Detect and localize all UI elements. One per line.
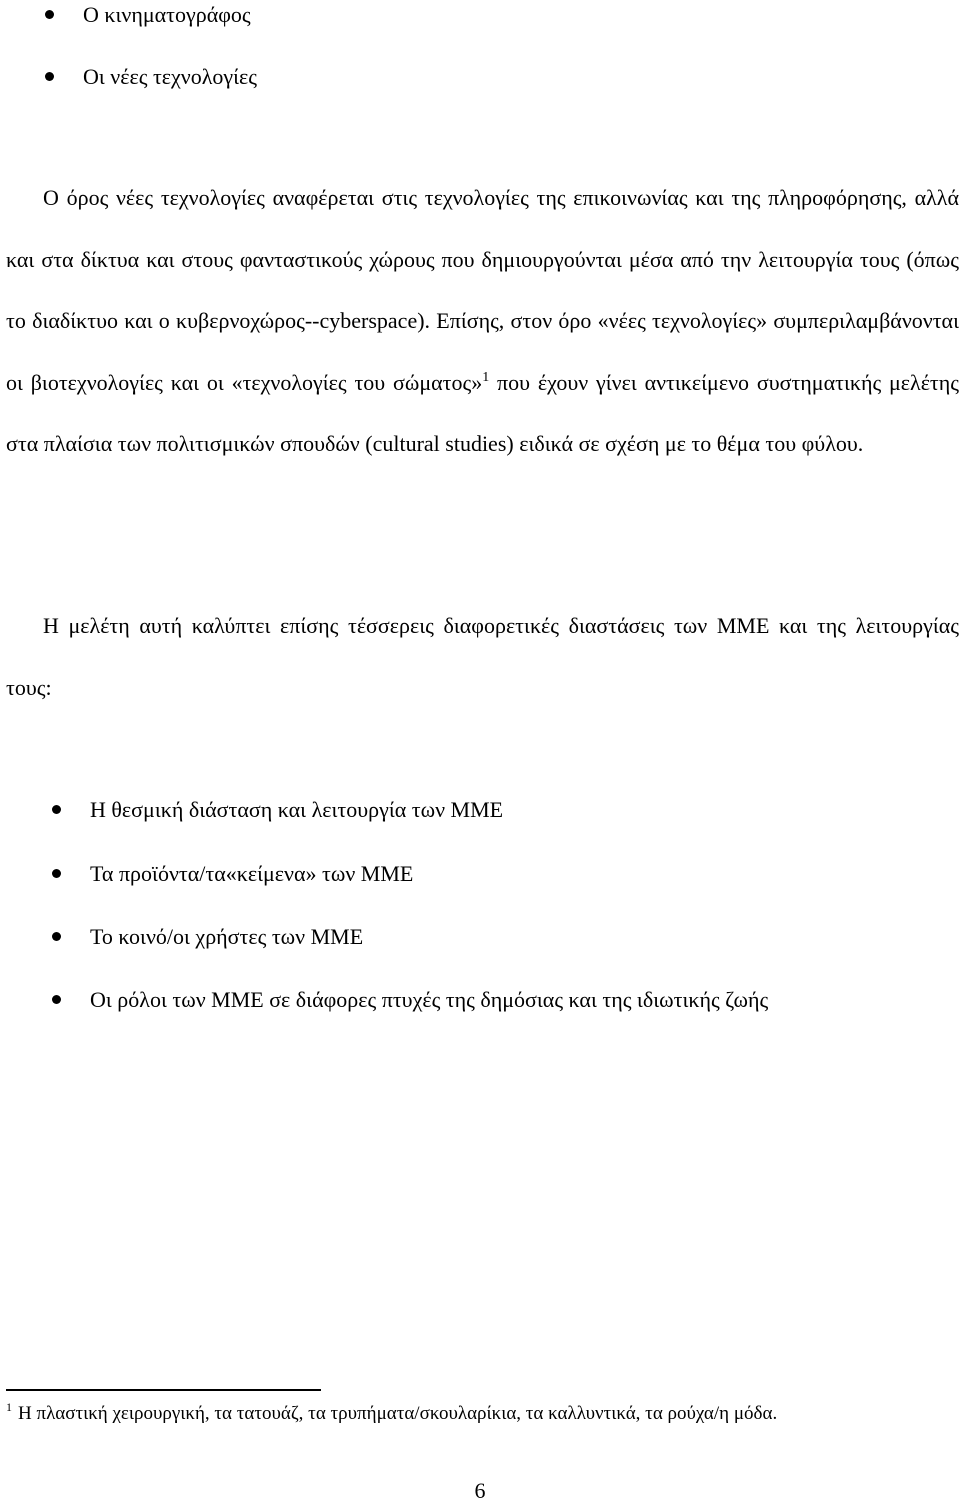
body-paragraph-dimensions bbox=[6, 595, 959, 718]
bullet-dot-icon bbox=[45, 72, 54, 81]
footnote-reference: 1 bbox=[482, 369, 490, 385]
paragraph-text: Ο όρος νέες τεχνολογίες αναφέρεται στις τεχνολογίες της επικοινωνίας και της πληροφόρησης, αλλά και στα δίκτυα και στους φανταστικούς χώρους που δημιουργούνται μέσα από την λειτουργία τους (όπως το διαδίκτυο και ο κυβερνοχώρος--cyberspace). Επίσης, στον όρο «νέες τεχνολογίες» συμπεριλαμβάνονται οι βιοτεχνολογίες και οι «τεχνολογίες του σώματος» bbox=[6, 185, 959, 395]
list-item: Τα προϊόντα/τα«κείμενα» των ΜΜΕ bbox=[90, 861, 414, 886]
list-item: Οι νέες τεχνολογίες bbox=[83, 64, 257, 89]
footnote-number: 1 bbox=[6, 1400, 12, 1414]
list-item: Η θεσμική διάσταση και λειτουργία των ΜΜΕ bbox=[90, 797, 504, 822]
footnote bbox=[6, 1401, 777, 1427]
body-paragraph-new-technologies bbox=[6, 167, 959, 475]
bullet-dot-icon bbox=[52, 995, 61, 1004]
list-item: Οι ρόλοι των ΜΜΕ σε διάφορες πτυχές της δημόσιας και της ιδιωτικής ζωής bbox=[90, 987, 769, 1012]
bullet-dot-icon bbox=[52, 869, 61, 878]
page-number: 6 bbox=[474, 1478, 486, 1503]
paragraph-text: που έχουν γίνει αντικείμενο συστηματικής μελέτης στα πλαίσια των πολιτισμικών σπουδών (cultural studies) ειδικά σε σχέση με το θέμα του φύλου. bbox=[6, 369, 959, 456]
bullet-dot-icon bbox=[52, 805, 61, 814]
list-item: Ο κινηματογράφος bbox=[83, 2, 251, 27]
footnote-text: Η πλαστική χειρουργική, τα τατουάζ, τα τρυπήματα/σκουλαρίκια, τα καλλυντικά, τα ρούχα/η μόδα. bbox=[18, 1403, 778, 1424]
bullet-dot-icon bbox=[52, 932, 61, 941]
list-item: Το κοινό/οι χρήστες των ΜΜΕ bbox=[90, 924, 364, 949]
paragraph-text: Η μελέτη αυτή καλύπτει επίσης τέσσερεις διαφορετικές διαστάσεις των ΜΜΕ και της λειτουργίας τους: bbox=[6, 613, 959, 700]
footnote-separator bbox=[6, 1389, 321, 1391]
bullet-dot-icon bbox=[45, 10, 54, 19]
